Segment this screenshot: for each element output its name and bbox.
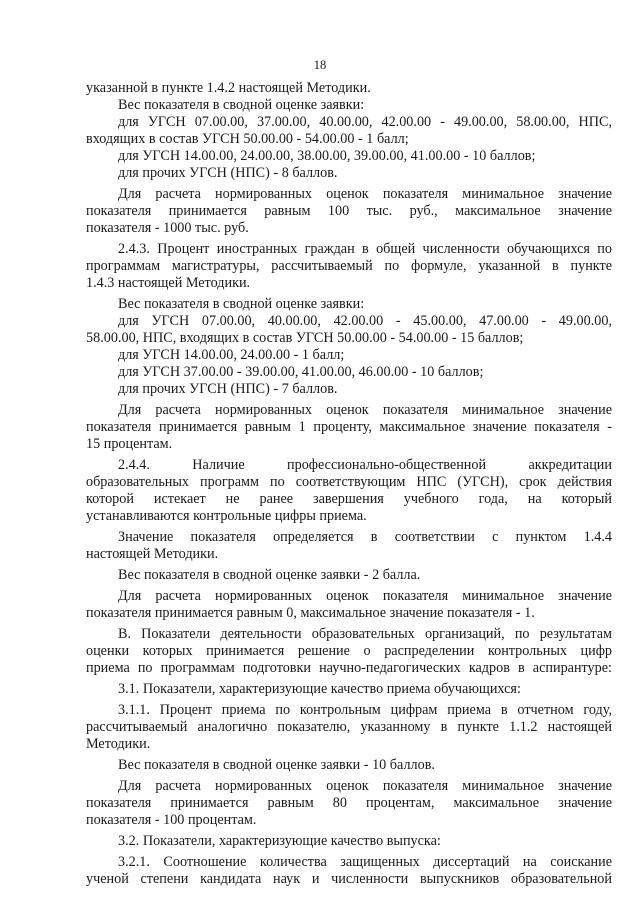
text-line: программам магистратуры, рассчитываемый по формуле, указанной в пункте <box>86 258 612 274</box>
text-line: образовательных программ по соответствующим НПС (УГСН), срок действия <box>86 474 612 490</box>
text-line: для прочих УГСН (НПС) - 8 баллов. <box>118 165 338 181</box>
text-line: 1.4.3 настоящей Методики. <box>86 275 251 291</box>
text-line: показателя принимается равным 80 процентам, максимальное значение <box>86 795 612 811</box>
text-line: показателя принимается равным 1 проценту, максимальное значение показателя - <box>86 419 612 435</box>
text-line: для УГСН 07.00.00, 37.00.00, 40.00.00, 42.00.00 - 49.00.00, 58.00.00, НПС, <box>118 114 612 130</box>
text-line: Для расчета нормированных оценок показателя минимальное значение <box>118 402 612 418</box>
document-body <box>86 80 612 888</box>
text-line: ученой степени кандидата наук и численности выпускников образовательной <box>86 871 612 887</box>
text-line: приема по программам подготовки научно-педагогических кадров в аспирантуре: <box>86 660 612 676</box>
text-line: указанной в пункте 1.4.2 настоящей Методики. <box>86 80 371 96</box>
text-line: показателя - 1000 тыс. руб. <box>86 220 249 236</box>
text-line: 58.00.00, НПС, входящих в состав УГСН 50.00.00 - 54.00.00 - 15 баллов; <box>86 330 524 346</box>
text-line: Методики. <box>86 736 151 752</box>
text-line: устанавливаются контрольные цифры приема. <box>86 508 367 524</box>
text-line: рассчитываемый аналогично показателю, указанному в пункте 1.1.2 настоящей <box>86 719 612 735</box>
text-line: для прочих УГСН (НПС) - 7 баллов. <box>118 381 338 397</box>
text-line: Вес показателя в сводной оценке заявки - 10 баллов. <box>118 757 435 773</box>
text-line: Значение показателя определяется в соответствии с пунктом 1.4.4 <box>118 529 612 545</box>
text-line: для УГСН 07.00.00, 40.00.00, 42.00.00 - 45.00.00, 47.00.00 - 49.00.00, <box>118 313 612 329</box>
text-line: Вес показателя в сводной оценке заявки - 2 балла. <box>118 567 421 583</box>
text-line: показателя принимается равным 0, максимальное значение показателя - 1. <box>86 605 535 621</box>
text-line: оценки которых принимается решение о распределении контрольных цифр <box>86 643 612 659</box>
text-line: настоящей Методики. <box>86 546 219 562</box>
text-line: Для расчета нормированных оценок показателя минимальное значение <box>118 186 612 202</box>
text-line: 3.2. Показатели, характеризующие качество выпуска: <box>118 833 441 849</box>
text-line: которой истекает не ранее завершения учебного года, на который <box>86 491 612 507</box>
text-line: 2.4.4. Наличие профессионально-общественной аккредитации <box>118 457 612 473</box>
text-line: 3.1. Показатели, характеризующие качество приема обучающихся: <box>118 681 521 697</box>
text-line: для УГСН 14.00.00, 24.00.00, 38.00.00, 39.00.00, 41.00.00 - 10 баллов; <box>118 148 536 164</box>
text-line: Для расчета нормированных оценок показателя минимальное значение <box>118 778 612 794</box>
text-line: 15 процентам. <box>86 436 173 452</box>
text-line: для УГСН 37.00.00 - 39.00.00, 41.00.00, 46.00.00 - 10 баллов; <box>118 364 484 380</box>
text-line: Вес показателя в сводной оценке заявки: <box>118 97 365 113</box>
text-line: Для расчета нормированных оценок показателя минимальное значение <box>118 588 612 604</box>
text-line: В. Показатели деятельности образовательных организаций, по результатам <box>118 626 612 642</box>
text-line: показателя - 100 процентам. <box>86 812 257 828</box>
text-line: 3.1.1. Процент приема по контрольным цифрам приема в отчетном году, <box>118 702 612 718</box>
text-line: Вес показателя в сводной оценке заявки: <box>118 296 365 312</box>
text-line: 3.2.1. Соотношение количества защищенных диссертаций на соискание <box>118 854 612 870</box>
page-number: 18 <box>313 58 327 72</box>
text-line: 2.4.3. Процент иностранных граждан в общей численности обучающихся по <box>118 241 612 257</box>
text-line: для УГСН 14.00.00, 24.00.00 - 1 балл; <box>118 347 345 363</box>
text-line: показателя принимается равным 100 тыс. руб., максимальное значение <box>86 203 612 219</box>
text-line: входящих в состав УГСН 50.00.00 - 54.00.00 - 1 балл; <box>86 131 409 147</box>
